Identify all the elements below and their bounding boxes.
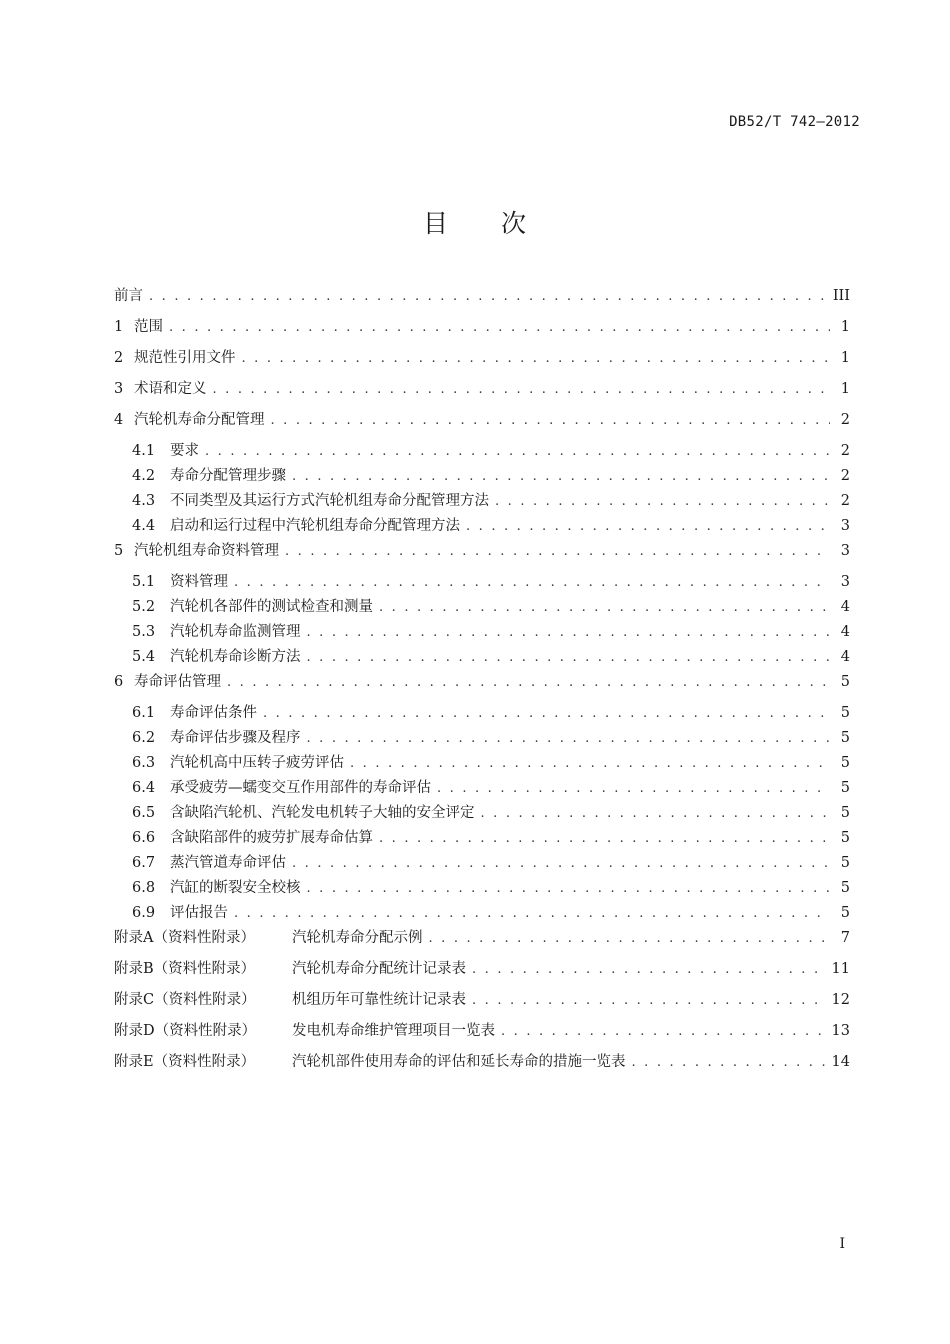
toc-entry[interactable] (114, 801, 850, 826)
toc-entry-number: 6.7 (132, 855, 156, 871)
toc-entry-page: 2 (840, 443, 850, 459)
toc-entry-number: 6.1 (132, 705, 156, 721)
toc-entry-page: 14 (831, 1054, 850, 1070)
toc-entry-page: 7 (840, 930, 850, 946)
toc-entry-page: 4 (840, 649, 850, 665)
toc-entry-page: 5 (840, 830, 850, 846)
toc-entry-title: 汽轮机高中压转子疲劳评估 (170, 755, 344, 771)
dot-leader (379, 831, 830, 846)
dot-leader (234, 575, 830, 590)
page-number: I (839, 1236, 845, 1252)
toc-entry-number: 5.4 (132, 649, 156, 665)
toc-entry-title: 评估报告 (170, 905, 228, 921)
dot-leader (429, 931, 831, 946)
toc-entry[interactable] (114, 439, 850, 464)
toc-entry-title: 汽轮机各部件的测试检查和测量 (170, 599, 373, 615)
dot-leader (271, 413, 831, 428)
toc-appendix-label: 附录D（资料性附录） (114, 1023, 257, 1039)
toc-entry-page: 1 (840, 381, 850, 397)
toc-entry[interactable] (114, 876, 850, 901)
toc-entry[interactable] (114, 595, 850, 620)
toc-entry-title: 不同类型及其运行方式汽轮机组寿命分配管理方法 (170, 493, 489, 509)
page-title: 目 次 (422, 209, 527, 238)
toc-entry[interactable] (114, 751, 850, 776)
toc-entry[interactable] (114, 670, 850, 701)
toc-entry-number: 2 (114, 350, 124, 366)
toc-entry-page: 2 (840, 493, 850, 509)
toc-entry-page: III (832, 288, 850, 304)
toc-entry[interactable] (114, 620, 850, 645)
toc-entry-title: 含缺陷汽轮机、汽轮发电机转子大轴的安全评定 (170, 805, 475, 821)
toc-appendix-label: 附录B（资料性附录） (114, 961, 256, 977)
toc-entry-number: 6 (114, 674, 124, 690)
toc-entry-page: 3 (840, 574, 850, 590)
toc-entry-title: 含缺陷部件的疲劳扩展寿命估算 (170, 830, 373, 846)
toc-entry-title: 汽缸的断裂安全校核 (170, 880, 301, 896)
toc-entry[interactable] (114, 926, 850, 957)
toc-entry-page: 5 (840, 805, 850, 821)
dot-leader (169, 320, 830, 335)
toc-entry-number: 4.1 (132, 443, 156, 459)
dot-leader (472, 962, 826, 977)
toc-entry-page: 2 (840, 412, 850, 428)
dot-leader (213, 382, 831, 397)
toc-entry-page: 11 (831, 961, 850, 977)
toc-entry-title: 汽轮机寿命诊断方法 (170, 649, 301, 665)
toc-entry-page: 5 (840, 905, 850, 921)
toc-entry[interactable] (114, 776, 850, 801)
toc-entry-number: 5.1 (132, 574, 156, 590)
toc-entry-number: 3 (114, 381, 124, 397)
toc-entry-title: 承受疲劳—蠕变交互作用部件的寿命评估 (170, 780, 431, 796)
toc-entry-page: 5 (840, 730, 850, 746)
dot-leader (379, 600, 830, 615)
toc-entry-page: 5 (840, 780, 850, 796)
toc-entry[interactable] (114, 957, 850, 988)
toc-entry-title: 发电机寿命维护管理项目一览表 (292, 1023, 495, 1039)
dot-leader (437, 781, 830, 796)
toc-entry-page: 13 (831, 1023, 850, 1039)
toc-entry-number: 6.2 (132, 730, 156, 746)
toc-entry-page: 5 (840, 674, 850, 690)
toc-entry[interactable] (114, 726, 850, 751)
toc-entry-number: 5 (114, 543, 124, 559)
dot-leader (149, 289, 827, 304)
toc-entry[interactable] (114, 489, 850, 514)
toc-entry-title: 启动和运行过程中汽轮机组寿命分配管理方法 (170, 518, 460, 534)
toc-entry[interactable] (114, 464, 850, 489)
dot-leader (495, 494, 830, 509)
toc-entry[interactable] (114, 539, 850, 570)
toc-entry-title: 汽轮机寿命分配示例 (292, 930, 423, 946)
toc-entry[interactable] (114, 514, 850, 539)
toc-entry-number: 5.3 (132, 624, 156, 640)
toc-entry-page: 2 (840, 468, 850, 484)
toc-entry-title: 汽轮机寿命分配管理 (134, 412, 265, 428)
dot-leader (307, 650, 831, 665)
toc-entry[interactable] (114, 1019, 850, 1050)
toc-entry[interactable] (114, 988, 850, 1019)
dot-leader (242, 351, 831, 366)
toc-entry-title: 寿命分配管理步骤 (170, 468, 286, 484)
toc-entry-number: 6.5 (132, 805, 156, 821)
toc-entry-page: 5 (840, 705, 850, 721)
standard-code: DB52/T 742—2012 (729, 114, 860, 130)
toc-entry-page: 5 (840, 855, 850, 871)
toc-entry-page: 3 (840, 543, 850, 559)
dot-leader (292, 856, 830, 871)
toc-entry-title: 范围 (134, 319, 163, 335)
toc-entry[interactable] (114, 377, 850, 408)
toc-entry[interactable] (114, 284, 850, 315)
dot-leader (285, 544, 830, 559)
toc-entry-title: 汽轮机组寿命资料管理 (134, 543, 279, 559)
toc-entry-number: 6.3 (132, 755, 156, 771)
dot-leader (227, 675, 830, 690)
toc-entry-title: 机组历年可靠性统计记录表 (292, 992, 466, 1008)
toc-entry[interactable] (114, 701, 850, 726)
toc-entry-title: 寿命评估步骤及程序 (170, 730, 301, 746)
toc-entry-number: 5.2 (132, 599, 156, 615)
dot-leader (466, 519, 830, 534)
toc-entry-page: 5 (840, 880, 850, 896)
toc-entry-number: 6.4 (132, 780, 156, 796)
toc-entry-page: 5 (840, 755, 850, 771)
toc-entry[interactable] (114, 826, 850, 851)
dot-leader (472, 993, 826, 1008)
toc-entry[interactable] (114, 346, 850, 377)
toc-entry-title: 规范性引用文件 (134, 350, 236, 366)
toc-entry-title: 汽轮机部件使用寿命的评估和延长寿命的措施一览表 (292, 1054, 626, 1070)
toc-entry-title: 术语和定义 (134, 381, 207, 397)
toc-entry-title: 前言 (114, 288, 143, 304)
toc-entry-number: 4 (114, 412, 124, 428)
toc-entry-title: 汽轮机寿命分配统计记录表 (292, 961, 466, 977)
toc-entry-title: 资料管理 (170, 574, 228, 590)
toc-entry-title: 要求 (170, 443, 199, 459)
toc-entry-number: 4.4 (132, 518, 156, 534)
toc-entry-number: 4.3 (132, 493, 156, 509)
toc-entry[interactable] (114, 408, 850, 439)
toc-entry-title: 寿命评估条件 (170, 705, 257, 721)
toc-entry-number: 4.2 (132, 468, 156, 484)
dot-leader (501, 1024, 826, 1039)
dot-leader (292, 469, 830, 484)
dot-leader (307, 881, 831, 896)
toc-entry[interactable] (114, 1050, 850, 1081)
toc-entry-number: 1 (114, 319, 124, 335)
toc-entry-title: 寿命评估管理 (134, 674, 221, 690)
toc-entry-number: 6.6 (132, 830, 156, 846)
toc-entry[interactable] (114, 315, 850, 346)
toc-entry[interactable] (114, 570, 850, 595)
dot-leader (263, 706, 830, 721)
toc-appendix-label: 附录A（资料性附录） (114, 930, 255, 946)
toc-entry-page: 1 (840, 319, 850, 335)
toc-appendix-label: 附录C（资料性附录） (114, 992, 256, 1008)
toc-entry[interactable] (114, 645, 850, 670)
toc-entry-page: 12 (831, 992, 850, 1008)
dot-leader (307, 731, 831, 746)
toc-entry-number: 6.8 (132, 880, 156, 896)
toc-entry-title: 蒸汽管道寿命评估 (170, 855, 286, 871)
dot-leader (205, 444, 830, 459)
toc-entry-page: 3 (840, 518, 850, 534)
toc-entry-title: 汽轮机寿命监测管理 (170, 624, 301, 640)
table-of-contents (114, 284, 850, 1081)
toc-entry-page: 4 (840, 599, 850, 615)
dot-leader (481, 806, 831, 821)
toc-appendix-label: 附录E（资料性附录） (114, 1054, 256, 1070)
toc-entry[interactable] (114, 901, 850, 926)
toc-entry-page: 1 (840, 350, 850, 366)
dot-leader (307, 625, 831, 640)
toc-entry[interactable] (114, 851, 850, 876)
toc-entry-page: 4 (840, 624, 850, 640)
dot-leader (632, 1055, 826, 1070)
dot-leader (350, 756, 830, 771)
dot-leader (234, 906, 830, 921)
toc-entry-number: 6.9 (132, 905, 156, 921)
